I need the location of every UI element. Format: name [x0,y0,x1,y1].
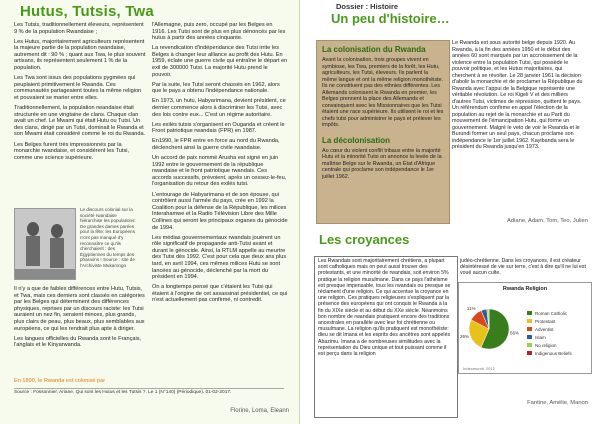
paragraph: En1990, le FPR entre en force au nord du Rwanda, déclenchent ainsi la guerre civile rwandaise. [152,138,280,151]
legend-label: Protestant [535,318,556,324]
box-heading: La décolonisation [322,135,391,145]
paragraph: Par la suite, les Tutsi seront chassés en 1962, alors que le pays a obtenu l'indépendance nationale. [152,81,280,95]
legend-swatch [527,351,532,355]
paragraph: On a longtemps pensé que c'étaient les Tutsi qui étaient à l'origine de cet assassinat présidentiel, ce qui n'est actuellement pas confirmé, ni contredit. [152,284,288,304]
source-citation: Source : Fossonnier, Ariane. Qui sont les Hutus et les Tutsis ?. Le 1 (N°140) (Périodique). 01-02-2017. [14,388,284,396]
page-title: Un peu d'histoire… [331,11,450,26]
page-title: Hutus, Tutsis, Twa [20,3,154,20]
text-column-1 [14,22,146,165]
legend-swatch [527,311,532,315]
religion-chart [458,282,592,374]
paragraph: En 1973, un hutu, Habyarimana, devient président, ce dernier commence alors à discriminer les Tutsi, avec des lois contre eux... C'est un régime autoritaire. [152,98,286,118]
paragraph: Les langues officielles du Rwanda sont le Français, l'anglais et le Kinyarwanda. [14,335,142,349]
historical-photo [14,208,76,280]
authors: Adiane, Adam, Tom, Teo, Julien [507,218,588,224]
pie-data-label: 56% [509,330,519,336]
legend-swatch [527,335,532,339]
pie-data-label: 11% [466,305,476,311]
legend-label: Roman Catholic [535,310,568,316]
croyances-text: Les Rwandais sont majoritairement chrétiens, a plupart sont catholiques mais on peut aussi trouver des protestants, et une minorité de rwandais, soit environ 5% pratique la religion musulmane. Dans ce pays l'athéisme est presque impensable, tous les rwandais ou presque se réclament d'une religion. Ce qui accentue la croyance en une religion. Ces pratiques religieuses s'expliquent par la présence des européens qui ont conquis le Rwanda à la fin du XIXe siècle et au début du XXe siècle. Néanmoins bon nombre de rwandais pratiquent encore des traditions ancestrales en parallèle avec leur foi chrétienne ou musulmane. La religion qu'ils pratiquent est monothéiste: dieu se dit Imana et les esprits des ancêtres sont appelés Abazimu. Imana a de nombreuses similitudes avec la représentation du Dieu unique et tout puissant comme il est perçu dans la religion [318,258,451,358]
section-label: Dossier : Histoire [336,2,399,11]
text-column-1b [14,286,146,352]
paragraph: En 1890, le Rwanda est colonisé par [14,378,106,384]
legend-label: Adventist [535,326,554,332]
paragraph: Un accord de paix nommé Arusha est signé en juin 1992 entre le gouvernement de la république rwandaise et le front patriotique rwandais. Ces accords successifs, prévoient, après un cessez-le-feu, l'organisation du retour des exilés tutsi. [152,155,287,188]
chart-source: Indexmundi, 2012 [463,366,495,371]
legend-label: No religion [535,342,557,348]
croyances-text-2: judéo-chrétienne. Dans les croyances, il est créateur désintéressé de vie sur terre, c'est à dire qu'il ne lui est voué aucun culte. [460,258,586,277]
text-column-1c [14,378,146,388]
legend-swatch [527,343,532,347]
box-text: Avant la colonisation, trois groupes vivent en symbiose, les Twa, premiers de la forêt, les Hutu, agriculteurs, les Tutsi, éleveurs. Ils parlent la même langue et ont la même religion monothéiste. Ils ne constituent pas des ethnies différentes. Les Allemands colonisent le Rwanda en premier, les Belges prennent la place des Allemands et convainquent avec les Missionnaires que les Tutsi étaient une race supérieure. Ils utilisent le roi et les chefs tutsi pour administrer le pays et prélever les impôts. [322,57,444,128]
history-box [316,40,450,224]
legend-swatch [527,319,532,323]
photo-figures-icon [15,209,75,279]
paragraph: Les Hutus, majoritairement agriculteurs représentent la majeure partie de la population rwandaise, autrement dit : 90 % ; quant aux Twa, le plus souvent artisans, ils représentent seulement 1 % de la population. [14,38,146,72]
paragraph: Les Twa sont issus des populations pygmées qui peuplaient primitivement le Rwanda. Ces communautés partageaient toutes la même religion et pouvaient se marier entre elles. [14,75,142,101]
photo-caption: Le discours colonial sur la société rwandaise hiérarchise les populations: De grandes dames parées pour la fête: les Européens n'ont pas manqué d'y reconnaître ce qu'ils cherchaient : des Égyptiennes du temps des pharaons ! Source : site de l'Archiviste Mukarongo [80,207,136,268]
paragraph: L'entourage de Habyarimana et de son épouse, qui contrôlent aussi l'armée du pays, crée en 1992 la Coalition pour la défense de la République, les milices Interahamwe et la Radio Télévision Libre des Mille Collines qui seront les principaux organes du génocide de 1994. [152,191,288,231]
chart-title: Rwanda Religion [502,286,548,292]
legend-label: Islam [535,334,546,340]
pie-data-label: 26% [460,333,470,339]
paragraph: Les Belges furent très impressionnés par la monarchie rwandaise, et considérent les Tutsi, comme une science supérieure. [14,141,130,161]
paragraph: l'Allemagne, puis zero, occupé par les Belges en 1916. Les Tutsi sont de plus en plus dénoncés par les hutus à partir des années cinquante. [152,22,286,42]
authors: Fantine, Amélie, Manon [527,400,588,406]
text-column-2 [152,22,288,308]
paragraph: Les médias gouvernementaux rwandais jouèrent un rôle significatif de propagande anti-Tutsi avant et durant le génocide. Ainsi, la RTLM appelle au meurtre des Tutsi dès 1992. C'est pour cela que deux ans plus tard, en avril 1994, ces mêmes milices Hutu se sont lancées au génocide, déclenché par la mort du président en 1994. [152,234,287,281]
legend-label: Indigenous Beliefs [535,350,572,356]
pie-chart [459,283,591,373]
legend-swatch [527,327,532,331]
paragraph: Traditionnellement, la population rwandaise était structurée en une vingtaine de clans. Chaque clan avait un chef. Le Mwami qui était Hutu ou Tutsi. Un des clans, dirigé par un Tutsi, dominait le Rwanda et son Mwami était considéré comme le roi du Rwanda. [14,105,146,138]
section-title: Les croyances [319,232,410,247]
paragraph: Il n'y a que de faibles différences entre Hutu, Tutsis, et Twa, mais ces derniers sont classés en catégories par les Belges qui déterminent des différences physiques, reprises par un discours raciste: les Tutsi auraient un nez fin, seraient minces, plus grands, plus clairs de peau, plus beaux, plus semblables aux européens, ce qui les rendrait plus apte à diriger. [14,286,145,332]
paragraph: Les exilés tutsis s'organisent en Ouganda et créent le Front patriotique rwandais (FPR) en 1987. [152,121,285,135]
box-heading: La colonisation du Rwanda [322,45,426,54]
box-text: Au cœur du violent conflit tribaux entre la majorité Hutu et la minorité Tutsi on annonce la levée de la maîtrise Belge sur le Rwanda, un État d'Afrique centrale qui proclame son indépendance le 1er juillet 1962. [322,147,442,180]
history-text: Le Rwanda est sous autorité belge depuis 1920. Au Rwanda, à la fin des années 1950 et le début des années 60 sont marqués par un accroissement de la violence entre la population Tutsi, qui possède le pouvoir politique, et les Hutus majoritaires, qui cherchent à se révolter. Le 28 janvier 1961 la décision d'abolir la monarchie et de proclamer la République du Rwanda avec l'appui de la Belgique représente une véritable révolution. Le roi Kigeli V et des milliers d'autres Tutsi, victimes de répression, quittent le pays. Un référendum confirme en appel l'élection de la population au rejet de la monarchie et au Parti du mouvement de l'émancipation Hutu, qui forme un gouvernement. Malgré le veto de voir le Rwanda et le Burundi former un seul pays, chacun proclame son indépendance le 1er juillet 1962. Kayibanda sera le président du Rwanda jusqu'en 1973. [452,40,583,150]
paragraph: Les Tutsis, traditionnellement éleveurs, représentent 9 % de la population Rwandaise ; [14,22,144,35]
paragraph: La revendication d'indépendance des Tutsi irrite les Belges à changer leur alliance au profit des Hutu. En 1959, éclate une guerre civile qui entraîne le départ en exil de 300000 Tutsi. La majorité Hutu prend le pouvoir. [152,45,288,78]
authors: Florine, Loma, Eleann [230,408,289,414]
